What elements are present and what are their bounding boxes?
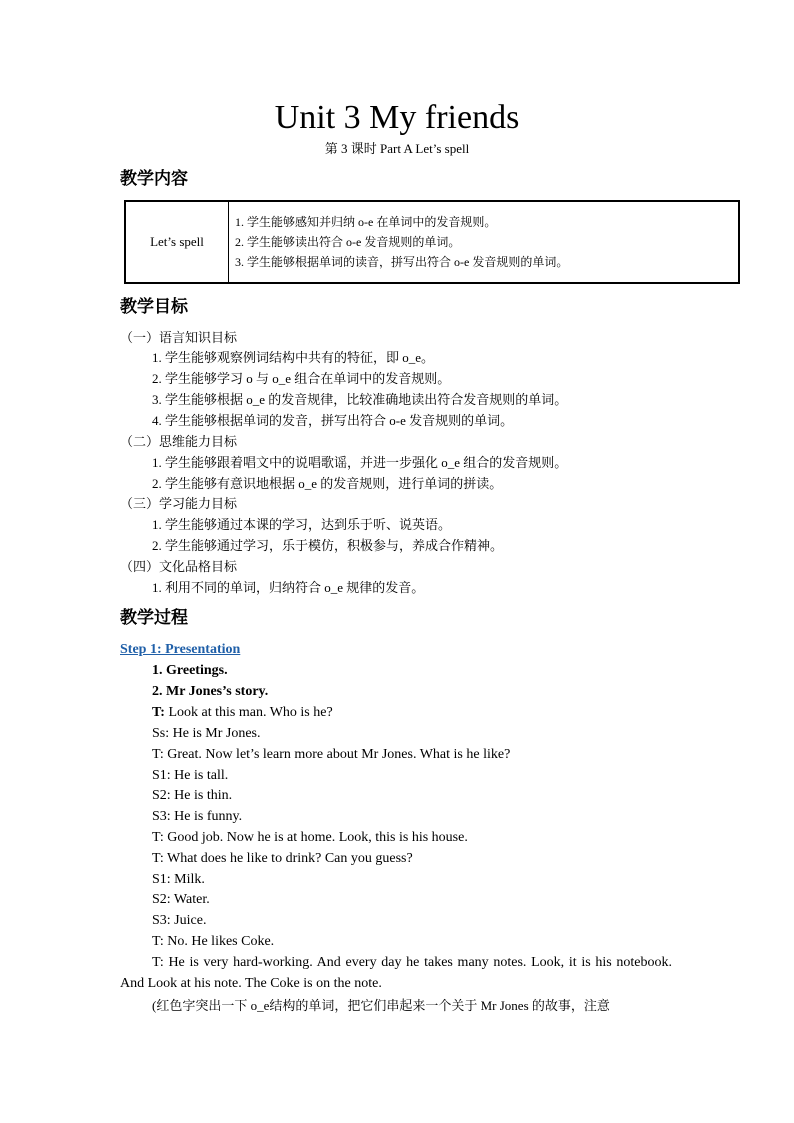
content-item: 1. 学生能够感知并归纳 o-e 在单词中的发音规则。 <box>235 215 497 229</box>
dialogue-line: Ss: He is Mr Jones. <box>152 726 261 741</box>
goal-item: 3. 学生能够根据 o_e 的发音规律，比较准确地读出符合发音规则的单词。 <box>152 392 568 407</box>
document-title: Unit 3 My friends <box>274 99 520 136</box>
goal-section-heading: （一）语言知识目标 <box>120 330 238 345</box>
dialogue-line <box>152 703 333 723</box>
heading-teaching-goals: 教学目标 <box>120 297 188 317</box>
greetings-line: 1. Greetings. <box>152 663 228 678</box>
dialogue-line: S1: Milk. <box>152 872 205 887</box>
heading-teaching-process: 教学过程 <box>120 608 188 628</box>
goal-item: 2. 学生能够通过学习，乐于模仿，积极参与，养成合作精神。 <box>152 538 504 553</box>
goal-item: 1. 学生能够观察例词结构中共有的特征，即 o_e。 <box>152 350 435 365</box>
teaching-content-table <box>124 200 740 284</box>
teacher-paragraph: T: He is very hard-working. And every day he takes many notes. Look, it is his notebook. And Look at his note. The Coke is on the note. <box>120 955 672 991</box>
dialogue-line: S3: He is funny. <box>152 809 243 824</box>
goal-section-heading: （三）学习能力目标 <box>120 496 238 511</box>
step1-presentation-link[interactable]: Step 1: Presentation <box>120 642 241 657</box>
lesson-subtitle: 第 3 课时 Part A Let’s spell <box>324 141 470 156</box>
dialogue-line: T: Good job. Now he is at home. Look, this is his house. <box>152 830 468 845</box>
dialogue-line: S1: He is tall. <box>152 768 229 783</box>
dialogue-line: T: What does he like to drink? Can you guess? <box>152 851 413 866</box>
note-paragraph: (红色字突出一下 o_e结构的单词，把它们串起来一个关于 Mr Jones 的故事，注意 <box>152 998 610 1013</box>
content-item: 2. 学生能够读出符合 o-e 发音规则的单词。 <box>235 235 461 249</box>
dialogue-line: S2: He is thin. <box>152 788 233 803</box>
goal-item: 1. 学生能够通过本课的学习，达到乐于听、说英语。 <box>152 517 452 532</box>
goal-section-heading: （二）思维能力目标 <box>120 434 238 449</box>
goal-item: 2. 学生能够学习 o 与 o_e 组合在单词中的发音规则。 <box>152 371 451 386</box>
table-items-cell <box>229 201 740 283</box>
dialogue-line: T: No. He likes Coke. <box>152 934 275 949</box>
goal-item: 4. 学生能够根据单词的发音，拼写出符合 o-e 发音规则的单词。 <box>152 413 514 428</box>
dialogue-line: T: Great. Now let’s learn more about Mr Jones. What is he like? <box>152 747 511 762</box>
story-line: 2. Mr Jones’s story. <box>152 684 269 699</box>
goal-item: 1. 利用不同的单词，归纳符合 o_e 规律的发音。 <box>152 580 425 595</box>
goal-item: 1. 学生能够跟着唱文中的说唱歌谣，并进一步强化 o_e 组合的发音规则。 <box>152 455 568 470</box>
table-label-cell: Let’s spell <box>125 201 229 283</box>
goal-item: 2. 学生能够有意识地根据 o_e 的发音规则，进行单词的拼读。 <box>152 476 503 491</box>
dialogue-line: S2: Water. <box>152 892 210 907</box>
speaker-label: T: <box>152 705 165 720</box>
dialogue-text: Look at this man. Who is he? <box>164 705 333 720</box>
heading-teaching-content: 教学内容 <box>120 169 188 189</box>
content-item: 3. 学生能够根据单词的读音，拼写出符合 o-e 发音规则的单词。 <box>235 255 569 269</box>
dialogue-line: S3: Juice. <box>152 913 207 928</box>
goal-section-heading: （四）文化品格目标 <box>120 559 238 574</box>
